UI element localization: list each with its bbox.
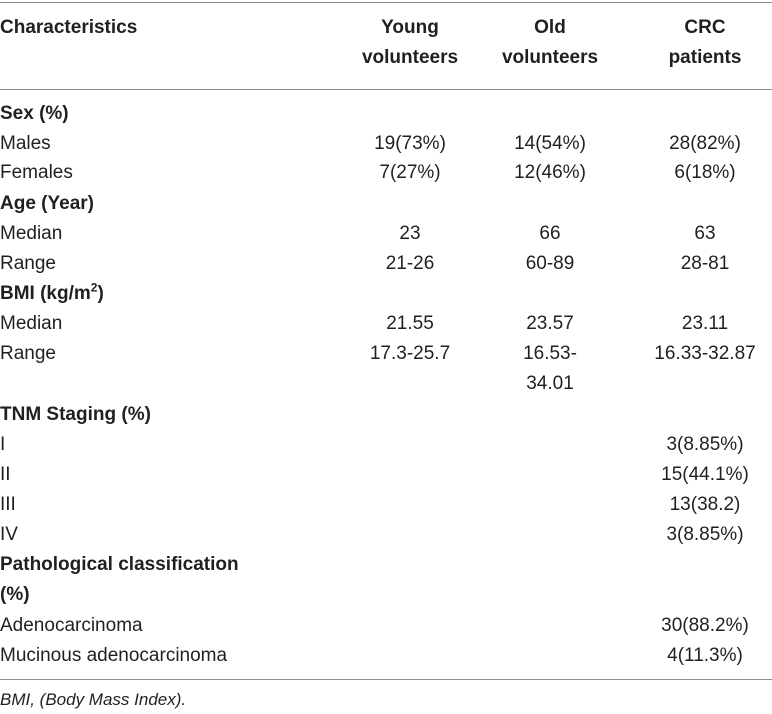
bmi-label-suffix: ) <box>97 283 104 304</box>
cell-bmi-median-old: 23.57 <box>526 313 574 334</box>
section-pathological-line2: (%) <box>0 584 30 605</box>
cell-bmi-range-old-line2: 34.01 <box>526 373 574 394</box>
cell-bmi-range-crc: 16.33-32.87 <box>654 343 756 364</box>
cell-adenocarcinoma-crc: 30(88.2%) <box>661 615 749 636</box>
cell-stage-3-crc: 13(38.2) <box>669 494 741 515</box>
header-characteristics: Characteristics <box>0 17 138 38</box>
row-label-females: Females <box>0 162 73 183</box>
cell-age-range-crc: 28-81 <box>680 253 730 274</box>
cell-bmi-range-old-line1: 16.53- <box>523 343 577 364</box>
header-crc-line2: patients <box>668 47 742 68</box>
bottom-rule <box>0 679 772 680</box>
row-label-stage-4: IV <box>0 524 18 545</box>
row-label-mucinous: Mucinous adenocarcinoma <box>0 645 228 666</box>
cell-age-range-young: 21-26 <box>385 253 435 274</box>
header-young-line2: volunteers <box>361 47 459 68</box>
cell-stage-1-crc: 3(8.85%) <box>666 434 744 455</box>
cell-males-crc: 28(82%) <box>669 133 741 154</box>
cell-stage-4-crc: 3(8.85%) <box>666 524 744 545</box>
row-label-bmi-range: Range <box>0 343 56 364</box>
header-old-line1: Old <box>534 17 566 38</box>
section-sex: Sex (%) <box>0 103 69 124</box>
table-footnote: BMI, (Body Mass Index). <box>0 690 187 709</box>
cell-males-young: 19(73%) <box>374 133 446 154</box>
header-crc-line1: CRC <box>684 17 726 38</box>
cell-males-old: 14(54%) <box>514 133 586 154</box>
cell-bmi-median-young: 21.55 <box>386 313 434 334</box>
cell-bmi-median-crc: 23.11 <box>681 313 729 334</box>
row-label-age-range: Range <box>0 253 56 274</box>
row-label-males: Males <box>0 133 51 154</box>
cell-age-median-crc: 63 <box>694 223 716 244</box>
row-label-stage-1: I <box>0 434 6 455</box>
cell-mucinous-crc: 4(11.3%) <box>667 645 743 666</box>
section-bmi <box>0 280 104 305</box>
row-label-adenocarcinoma: Adenocarcinoma <box>0 615 143 636</box>
row-label-stage-3: III <box>0 494 16 515</box>
section-pathological-line1: Pathological classification <box>0 554 239 575</box>
cell-bmi-range-young: 17.3-25.7 <box>369 343 451 364</box>
section-tnm: TNM Staging (%) <box>0 404 151 425</box>
bmi-label-superscript: 2 <box>90 280 98 295</box>
row-label-bmi-median: Median <box>0 313 63 334</box>
header-old-line2: volunteers <box>501 47 599 68</box>
row-label-age-median: Median <box>0 223 63 244</box>
cell-females-old: 12(46%) <box>514 162 586 183</box>
row-label-stage-2: II <box>0 464 11 485</box>
bmi-label-prefix: BMI (kg/m <box>0 283 91 304</box>
top-rule <box>0 2 772 3</box>
header-rule <box>0 89 772 90</box>
cell-age-range-old: 60-89 <box>525 253 575 274</box>
cell-age-median-young: 23 <box>399 223 421 244</box>
section-age: Age (Year) <box>0 193 94 214</box>
cell-females-crc: 6(18%) <box>674 162 736 183</box>
header-young-line1: Young <box>381 17 439 38</box>
cell-age-median-old: 66 <box>539 223 561 244</box>
cell-females-young: 7(27%) <box>379 162 441 183</box>
cell-stage-2-crc: 15(44.1%) <box>661 464 749 485</box>
